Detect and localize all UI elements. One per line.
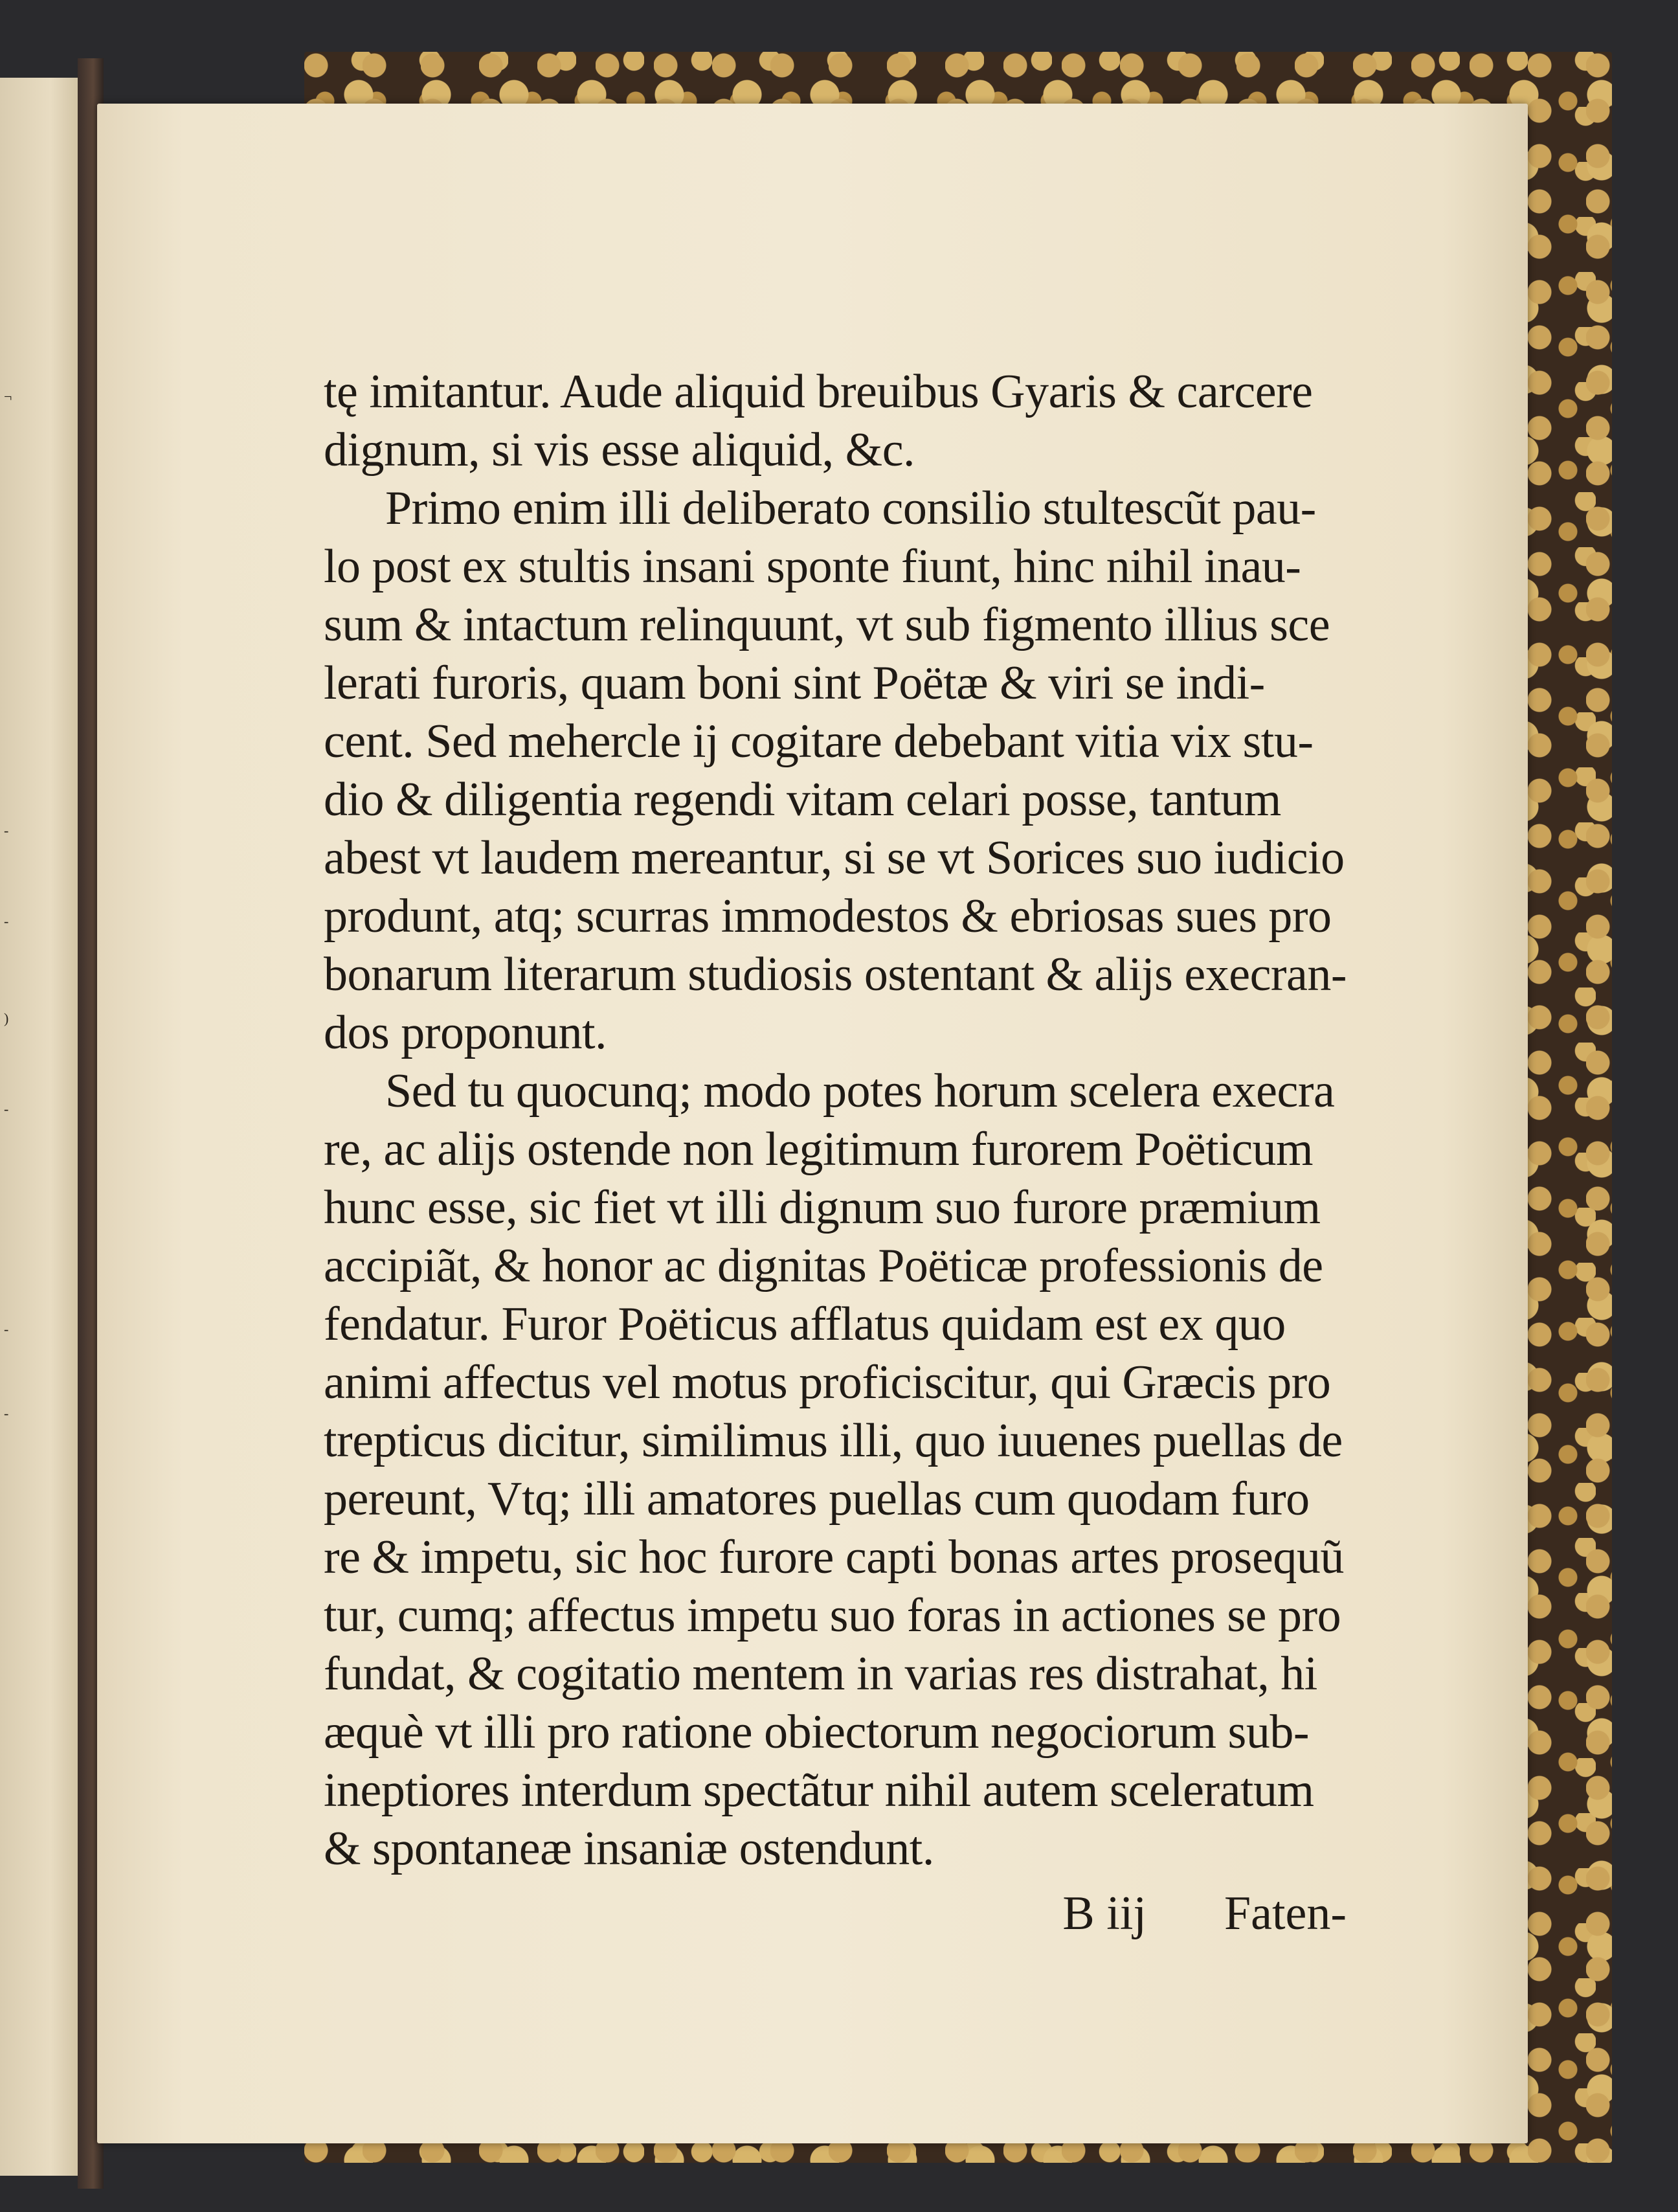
text-line: re & impetu, sic hoc furore capti bonas artes prosequũ	[324, 1531, 1344, 1584]
catchword: Faten-	[1224, 1887, 1347, 1940]
page-body-text	[324, 363, 1372, 1943]
margin-mark: ¬	[4, 389, 12, 405]
text-line: sum & intactum relinquunt, vt sub figmento illius sce	[324, 598, 1330, 651]
text-line: accipiãt, & honor ac dignitas Poëticæ professionis de	[324, 1239, 1323, 1292]
margin-mark: -	[4, 1405, 9, 1421]
text-line: produnt, atq; scurras immodestos & ebriosas sues pro	[324, 890, 1332, 943]
text-line: Primo enim illi deliberato consilio stultescũt pau-	[385, 482, 1316, 535]
text-line: & spontaneæ insaniæ ostendunt.	[324, 1822, 934, 1875]
book-page	[97, 104, 1528, 2143]
text-line: cent. Sed mehercle ij cogitare debebant vitia vix stu-	[324, 715, 1314, 768]
text-line: tę imitantur. Aude aliquid breuibus Gyaris & carcere	[324, 365, 1313, 418]
text-line: lerati furoris, quam boni sint Poëtæ & viri se indi-	[324, 657, 1265, 710]
signature-mark: B iij	[1062, 1887, 1147, 1940]
text-line: re, ac alijs ostende non legitimum furorem Poëticum	[324, 1123, 1314, 1176]
text-line: trepticus dicitur, similimus illi, quo iuuenes puellas de	[324, 1414, 1343, 1467]
margin-mark: -	[4, 1321, 9, 1337]
text-line: animi affectus vel motus proficiscitur, qui Græcis pro	[324, 1356, 1331, 1409]
text-line: dio & diligentia regendi vitam celari posse, tantum	[324, 773, 1281, 826]
text-line: tur, cumq; affectus impetu suo foras in actiones se pro	[324, 1589, 1341, 1642]
text-line: bonarum literarum studiosis ostentant & alijs execran-	[324, 948, 1347, 1001]
previous-page-edge	[0, 78, 84, 2176]
margin-mark: )	[4, 1010, 9, 1026]
text-line: abest vt laudem mereantur, si se vt Sorices suo iudicio	[324, 831, 1345, 885]
text-line: Sed tu quocunq; modo potes horum scelera execra	[385, 1065, 1335, 1118]
text-line: lo post ex stultis insani sponte fiunt, hinc nihil inau-	[324, 540, 1301, 593]
margin-mark: -	[4, 913, 9, 929]
text-line: dos proponunt.	[324, 1006, 607, 1059]
text-line: fendatur. Furor Poëticus afflatus quidam est ex quo	[324, 1298, 1286, 1351]
text-line: dignum, si vis esse aliquid, &c.	[324, 423, 915, 477]
margin-mark: -	[4, 1101, 9, 1117]
text-line: hunc esse, sic fiet vt illi dignum suo furore præmium	[324, 1181, 1321, 1234]
text-line: æquè vt illi pro ratione obiectorum negociorum sub-	[324, 1706, 1309, 1759]
text-line: pereunt, Vtq; illi amatores puellas cum quodam furo	[324, 1473, 1310, 1526]
text-line: ineptiores interdum spectãtur nihil autem sceleratum	[324, 1764, 1314, 1817]
text-line: fundat, & cogitatio mentem in varias res distrahat, hi	[324, 1647, 1317, 1700]
signature-line	[324, 1884, 1372, 1943]
margin-mark: -	[4, 822, 9, 839]
